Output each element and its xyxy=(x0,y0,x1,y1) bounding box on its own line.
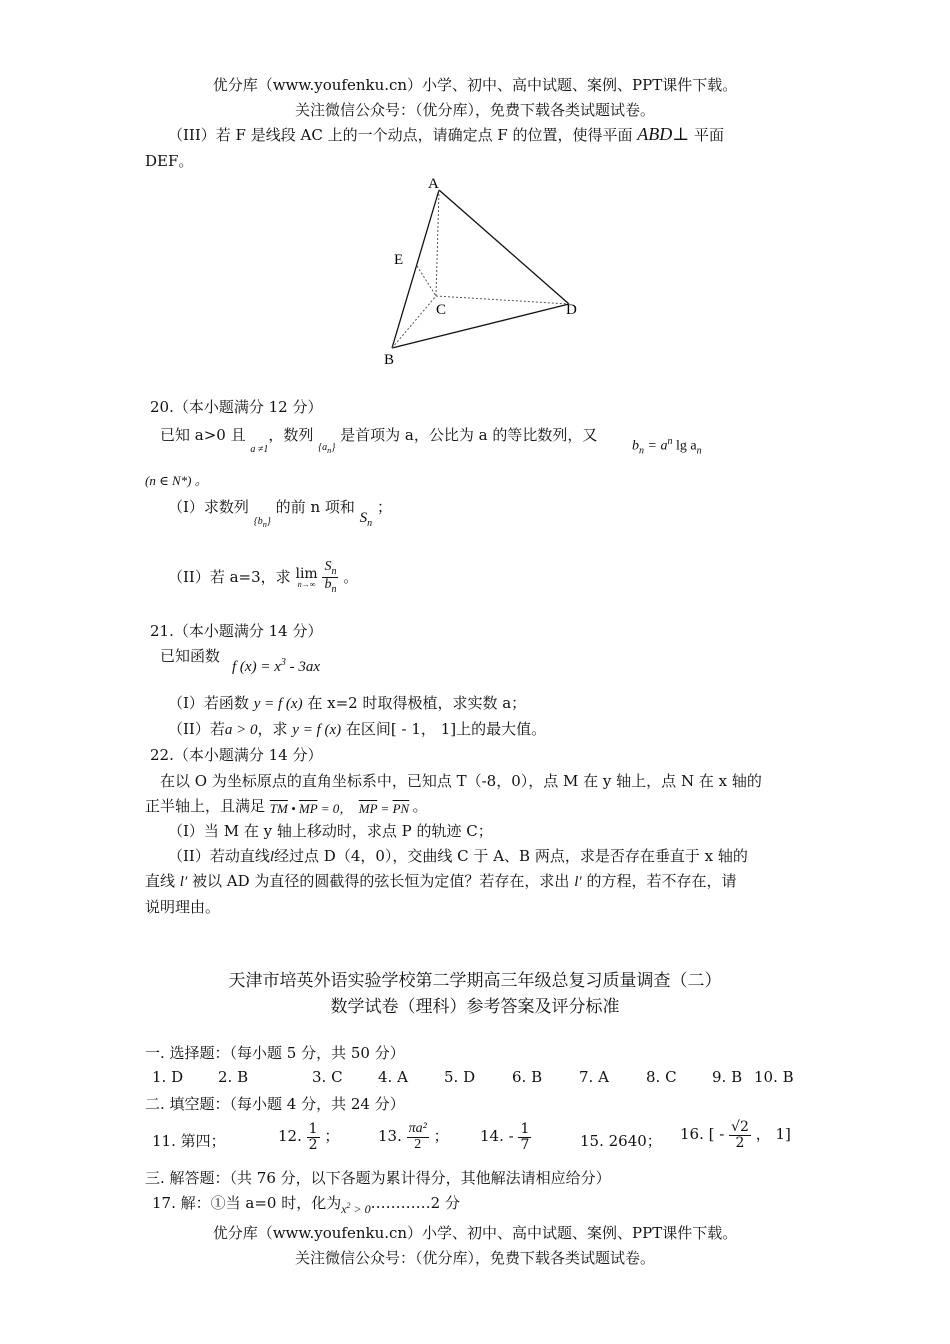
choice-8: 8. C xyxy=(646,1068,677,1086)
choice-6: 6. B xyxy=(512,1068,543,1086)
choice-4: 4. A xyxy=(378,1068,408,1086)
fill-12: 12. $\frac{1}{2}$ ； xyxy=(278,1121,340,1153)
q22-part2-line2: 直线 l′ 被以 AD 为直径的圆截得的弦长恒为定值？若存在，求出 l′ 的方程，若不存在，请 xyxy=(145,872,737,890)
label-d: D xyxy=(566,302,577,318)
segment-ec xyxy=(417,266,436,296)
edge-cd-hidden xyxy=(436,296,569,304)
section-fill: 二. 填空题：（每小题 4 分，共 24 分） xyxy=(145,1095,405,1113)
answers-title-2: 数学试卷（理科）参考答案及评分标准 xyxy=(330,997,620,1017)
fill-13: 13. $\frac{\text{πa²}}{2}$ ； xyxy=(378,1121,449,1152)
q19-part3-line2: DEF。 xyxy=(145,152,194,170)
choice-1: 1. D xyxy=(152,1068,184,1086)
choice-3: 3. C xyxy=(312,1068,343,1086)
q20-bn-formula: $b_n = a^n$ $\lg a_n$ xyxy=(632,436,702,457)
label-a: A xyxy=(428,176,439,192)
header-line-2: 关注微信公众号：（优分库），免费下载各类试题试卷。 xyxy=(294,101,655,119)
q21-part2: （II）若a > 0，求 y = f (x) 在区间[ - 1， 1]上的最大值。 xyxy=(168,720,547,738)
edge-ad xyxy=(439,190,569,304)
q22-title: 22.（本小题满分 14 分） xyxy=(150,746,323,764)
choice-9: 9. B xyxy=(712,1068,743,1086)
section-choice: 一. 选择题：（每小题 5 分，共 50 分） xyxy=(145,1044,405,1062)
label-b: B xyxy=(384,352,395,368)
fill-answers xyxy=(152,1118,812,1166)
fill-15: 15. 2640； xyxy=(580,1132,662,1150)
section-solve: 三. 解答题：（共 76 分，以下各题为累计得分，其他解法请相应给分） xyxy=(145,1169,611,1187)
choice-2: 2. B xyxy=(218,1068,249,1086)
edge-bc-hidden xyxy=(392,296,436,348)
q21-part1: （I）若函数 y = f (x) 在 x=2 时取得极植，求实数 a； xyxy=(168,694,527,712)
q20-stem: 已知 a>0 且 $_{a \ne 1}$，数列 $_{\{a_n\}}$ 是首项为 a，公比为 a 的等比数列，又 xyxy=(160,426,598,455)
choice-10: 10. B xyxy=(754,1068,794,1086)
q21-title: 21.（本小题满分 14 分） xyxy=(150,622,323,640)
edge-ab xyxy=(392,190,439,348)
q22-part2-line3: 说明理由。 xyxy=(145,898,221,916)
tetrahedron-figure xyxy=(380,170,600,370)
label-c: C xyxy=(436,302,447,318)
solution-17: 17. 解：①当 a=0 时，化为$_{x^2 > 0}$…………2 分 xyxy=(152,1194,460,1216)
fill-11: 11. 第四； xyxy=(152,1132,226,1150)
footer-line-2: 关注微信公众号：（优分库），免费下载各类试题试卷。 xyxy=(294,1249,655,1267)
q22-line2: 正半轴上，且满足 $\overline{TM}$ • $\overline{MP} = 0$， $\overline{MP} = \overline{PN}$ 。 xyxy=(145,797,428,816)
footer-line-1: 优分库（www.youfenku.cn）小学、初中、高中试题、案例、PPT课件下载。 xyxy=(212,1224,738,1242)
edge-bd xyxy=(392,304,569,348)
q21-function: f $(x) = x^3 - 3ax$ xyxy=(232,657,321,675)
fill-16: 16. [ - $\frac{√2}{2}$ ， 1] xyxy=(680,1119,791,1151)
q20-condition: (n ∈ N*) 。 xyxy=(145,473,208,488)
fill-14: 14. - $\frac{1}{7}$ xyxy=(480,1121,530,1153)
header-line-1: 优分库（www.youfenku.cn）小学、初中、高中试题、案例、PPT课件下载。 xyxy=(212,76,738,94)
label-e: E xyxy=(394,252,404,268)
q22-part2: （II）若动直线l经过点 D（4，0），交曲线 C 于 A、B 两点，求是否存在垂直于 x 轴的 xyxy=(168,847,748,865)
q20-part1: （I）求数列 $_{\{b_n\}}$ 的前 n 项和 $S_n$ ； xyxy=(168,498,392,529)
q19-part3: （III）若 F 是线段 AC 上的一个动点，请确定点 F 的位置，使得平面 ABD⊥ 平面 xyxy=(168,124,725,144)
q20-part2: （II）若 a=3，求 lim n→∞ $\frac{S_n}{b_n}$ 。 xyxy=(168,559,359,596)
choice-5: 5. D xyxy=(444,1068,476,1086)
choice-7: 7. A xyxy=(579,1068,609,1086)
answers-title-1: 天津市培英外语实验学校第二学期高三年级总复习质量调查（二） xyxy=(228,971,722,991)
q22-part1: （I）当 M 在 y 轴上移动时，求点 P 的轨迹 C； xyxy=(168,822,493,840)
q21-stem: 已知函数 xyxy=(160,647,221,665)
q22-line1: 在以 O 为坐标原点的直角坐标系中，已知点 T（-8，0），点 M 在 y 轴上，点 N 在 x 轴的 xyxy=(160,772,762,790)
edge-ac-hidden xyxy=(436,190,439,296)
q20-title: 20.（本小题满分 12 分） xyxy=(150,398,323,416)
